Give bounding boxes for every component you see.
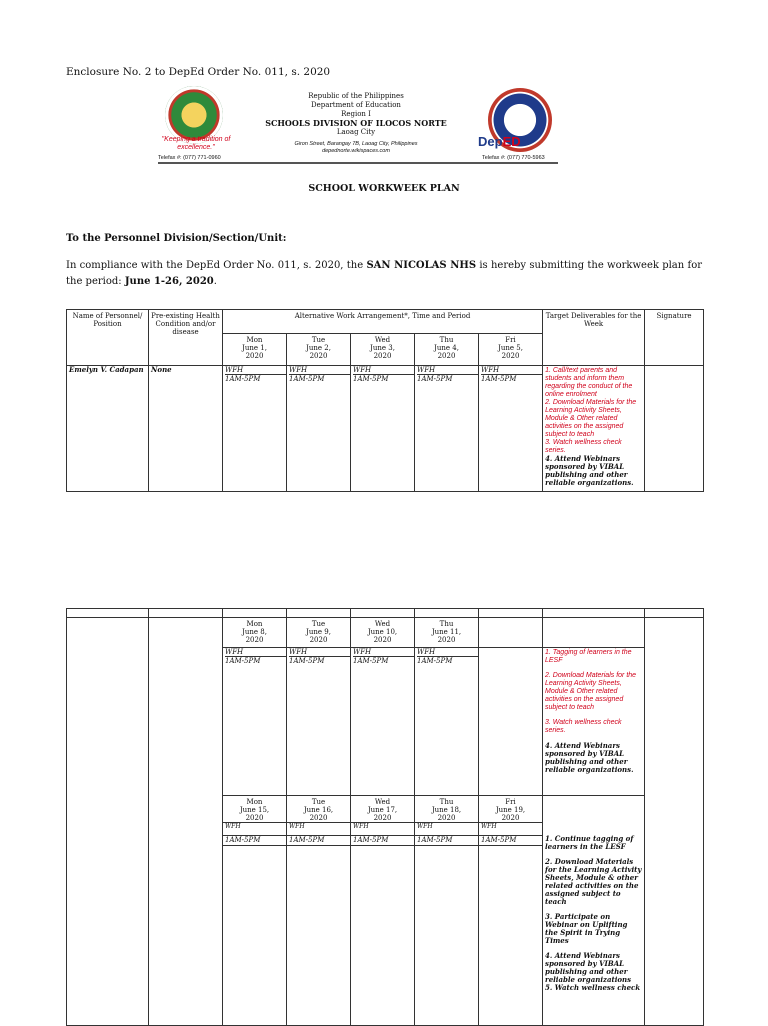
work-arrangement-cell: WFH 1AM-5PM (415, 366, 479, 492)
day-cell: Wed June 10, 2020 (351, 618, 415, 648)
deped-brand (478, 134, 521, 149)
workweek-table-1 (66, 309, 704, 492)
header-signature: Signature (645, 310, 704, 366)
department-line: Department of Education (311, 101, 401, 109)
name-cell (67, 618, 149, 1026)
day-cell: Thu June 18, 2020 WFH (415, 796, 479, 836)
day-cell: Tue June 2, 2020 (287, 334, 351, 366)
work-arrangement-cell: WFH 1AM-5PM (351, 366, 415, 492)
day-cell: Thu June 11, 2020 (415, 618, 479, 648)
para-text-3: . (213, 276, 217, 287)
deliverable-item: 2. Download Materials for the Learning Activity Sheets, Module & Other related activities on the assigned subject to teach (545, 399, 637, 438)
period-value: June 1-26, 2020 (124, 276, 214, 287)
city-line: Laoag City (336, 128, 376, 136)
telefax-left: Telefax #: (077) 771-0960 (158, 155, 221, 161)
deliverables-cell (543, 366, 645, 492)
health-condition: None (149, 366, 223, 492)
brand-ed: ED (502, 134, 521, 149)
time-cell: 1AM-5PM (479, 836, 543, 846)
workweek-table-2 (66, 608, 704, 1026)
empty-day-cell (479, 618, 543, 648)
telefax-right: Telefax #: (077) 770-5963 (482, 155, 545, 161)
day-cell: Tue June 16, 2020 WFH (287, 796, 351, 836)
letterhead (230, 92, 482, 155)
header-awa: Alternative Work Arrangement*, Time and Period (223, 310, 543, 334)
deliverable-item: 1. Continue tagging of learners in the LESF (545, 834, 634, 851)
republic-line: Republic of the Philippines (308, 92, 404, 100)
deliverable-item: 5. Watch wellness check (545, 983, 641, 992)
deliverable-item: 4. Attend Webinars sponsored by VIBAL publishing and other reliable organizations (545, 951, 632, 984)
tagline: "Keeping a tradition of excellence." (161, 136, 231, 151)
time-cell: 1AM-5PM (223, 836, 287, 846)
day-cell: Fri June 5, 2020 (479, 334, 543, 366)
deliverable-item: 4. Attend Webinars sponsored by VIBAL publishing and other reliable organizations. (545, 741, 634, 774)
day-cell: Wed June 17, 2020 WFH (351, 796, 415, 836)
deliverable-item: 3. Watch wellness check series. (545, 719, 622, 734)
work-arrangement-cell: WFH 1AM-5PM (351, 648, 415, 796)
day-cell: Mon June 8, 2020 (223, 618, 287, 648)
personnel-name: Emelyn V. Cadapan (67, 366, 149, 492)
deliverable-item: 1. Call/text parents and students and inform them regarding the conduct of the online enrolment (545, 367, 633, 398)
day-cell: Mon June 1, 2020 (223, 334, 287, 366)
deliverable-item: 2. Download Materials for the Learning Activity Sheets, Module & other related activities on the assigned subject to teach (545, 857, 642, 906)
header-condition: Pre-existing Health Condition and/or disease (149, 310, 223, 366)
work-arrangement-cell: WFH 1AM-5PM (287, 648, 351, 796)
region-line: Region I (341, 110, 371, 118)
address-line: Giron Street, Barangay 7B, Laoag City, Philippines (294, 141, 418, 147)
empty-cell (479, 648, 543, 796)
time-cell: 1AM-5PM (351, 836, 415, 846)
empty-cell (223, 846, 287, 1026)
work-arrangement-cell: WFH 1AM-5PM (223, 366, 287, 492)
header-divider (158, 162, 558, 164)
day-cell: Fri June 19, 2020 WFH (479, 796, 543, 836)
day-cell: Mon June 15, 2020 WFH (223, 796, 287, 836)
time-cell: 1AM-5PM (415, 836, 479, 846)
division-line: SCHOOLS DIVISION OF ILOCOS NORTE (265, 118, 447, 128)
empty-cell (287, 846, 351, 1026)
deliverable-item: 3. Participate on Webinar on Uplifting the Spirit in Trying Times (545, 912, 628, 945)
empty-cell (543, 618, 645, 648)
school-name: SAN NICOLAS NHS (366, 260, 477, 271)
day-cell: Thu June 4, 2020 (415, 334, 479, 366)
empty-cell (415, 846, 479, 1026)
addressee-line: To the Personnel Division/Section/Unit: (66, 233, 287, 244)
deliverables-cell (543, 648, 645, 796)
page-title: SCHOOL WORKWEEK PLAN (308, 183, 460, 194)
condition-cell (149, 618, 223, 1026)
work-arrangement-cell: WFH 1AM-5PM (223, 648, 287, 796)
website-line: depednorte.wikispaces.com (322, 148, 390, 154)
compliance-paragraph (66, 258, 702, 290)
deliverable-item: 2. Download Materials for the Learning Activity Sheets, Module & Other related activities on the assigned subject to teach (545, 672, 637, 711)
time-cell: 1AM-5PM (287, 836, 351, 846)
brand-dep: Dep (478, 134, 503, 149)
empty-cell (479, 846, 543, 1026)
header-name: Name of Personnel/ Position (67, 310, 149, 366)
deliverable-item: 4. Attend Webinars sponsored by VIBAL publishing and other reliable organizations. (545, 454, 634, 487)
deliverable-item: 1. Tagging of learners in the LESF (545, 649, 632, 664)
deliverable-item: 3. Watch wellness check series. (545, 439, 622, 454)
work-arrangement-cell: WFH 1AM-5PM (479, 366, 543, 492)
signature-cell (645, 366, 704, 492)
header-target: Target Deliverables for the Week (543, 310, 645, 366)
day-cell: Tue June 9, 2020 (287, 618, 351, 648)
para-text-1: In compliance with the DepEd Order No. 011, s. 2020, the (66, 260, 367, 271)
para-text-2: is hereby submitting the workweek plan for the period: (66, 260, 702, 287)
empty-cell (351, 846, 415, 1026)
enclosure-label: Enclosure No. 2 to DepEd Order No. 011, s. 2020 (66, 66, 331, 78)
signature-cell (645, 618, 704, 1026)
day-cell: Wed June 3, 2020 (351, 334, 415, 366)
work-arrangement-cell: WFH 1AM-5PM (287, 366, 351, 492)
work-arrangement-cell: WFH 1AM-5PM (415, 648, 479, 796)
deliverables-cell (543, 796, 645, 1026)
